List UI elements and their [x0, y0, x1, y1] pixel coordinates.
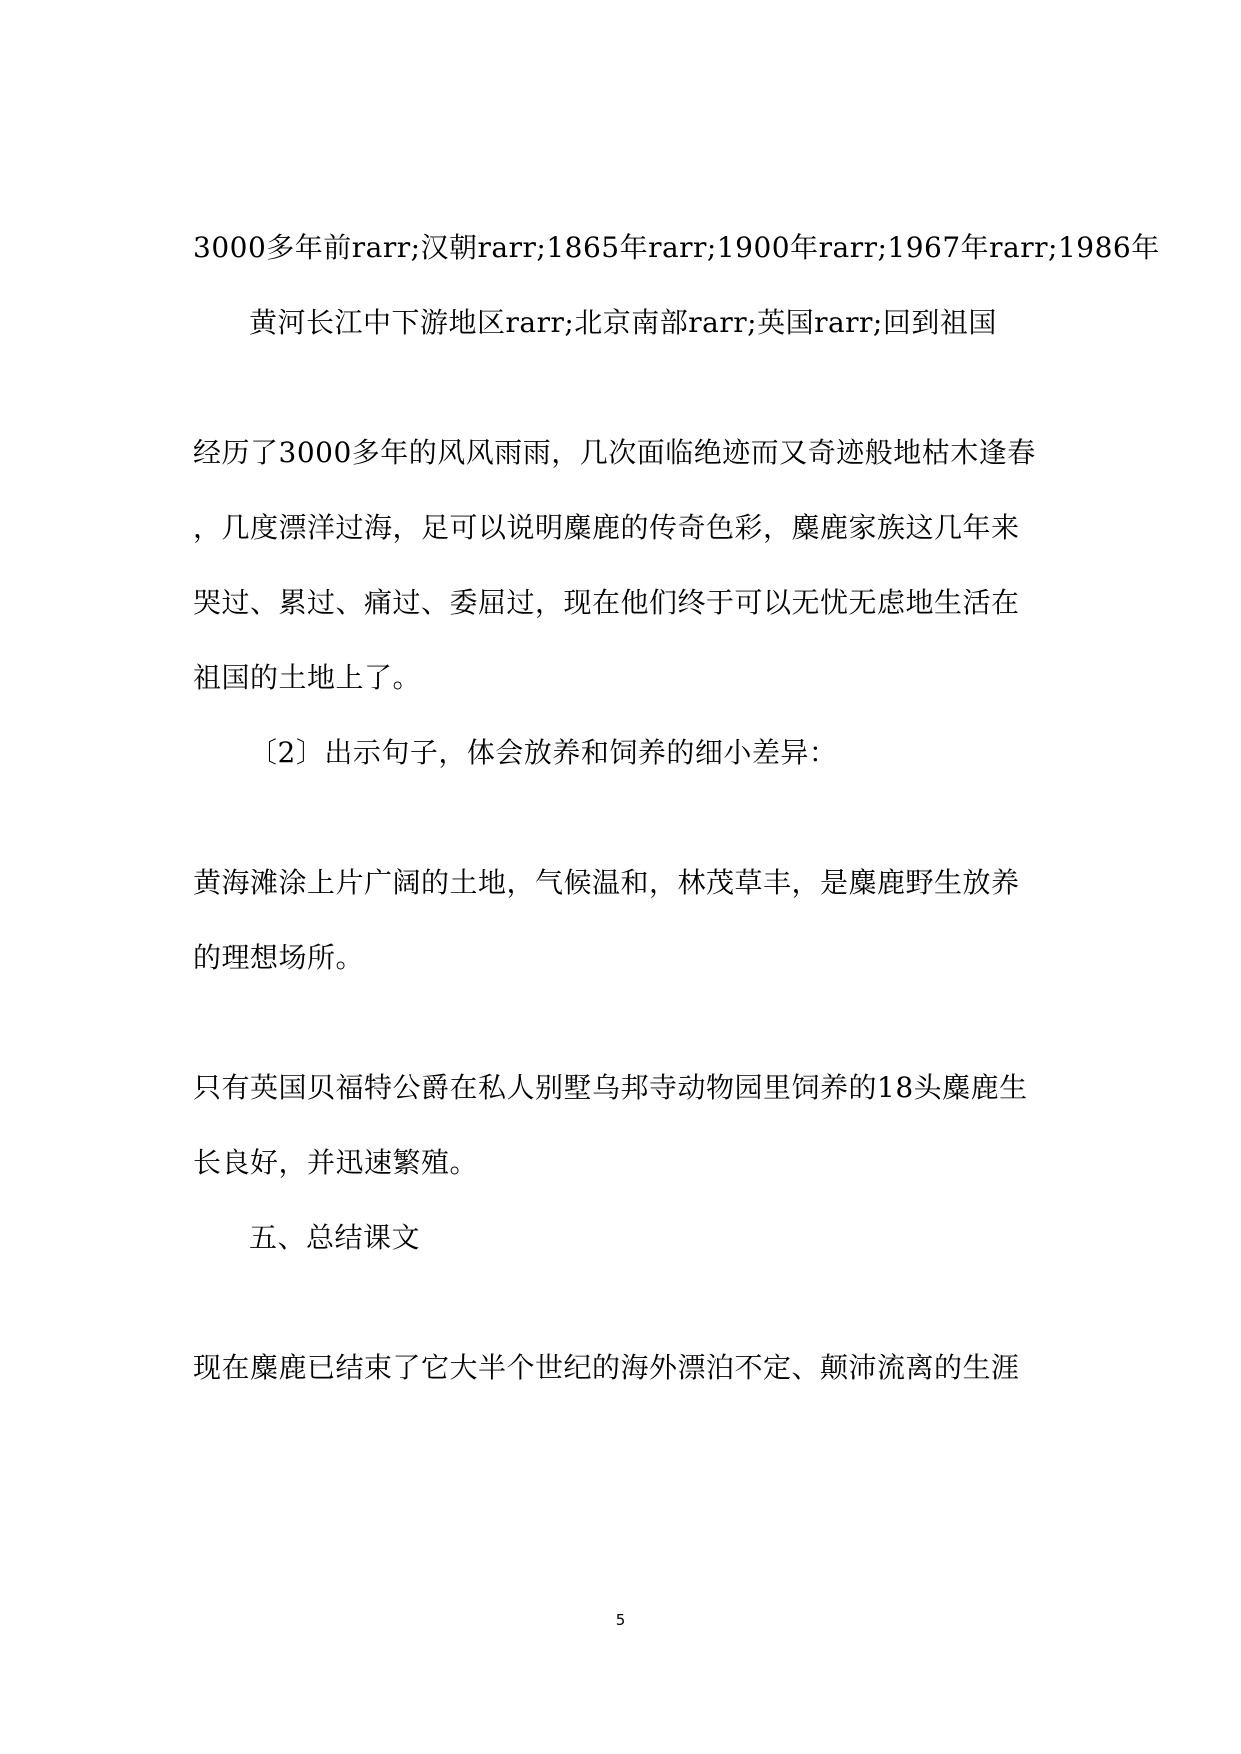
paragraph-line: 祖国的土地上了。 — [193, 661, 422, 694]
paragraph-line: ，几度漂洋过海，足可以说明麋鹿的传奇色彩，麋鹿家族这几年来 — [193, 511, 1020, 544]
paragraph-line: 现在麋鹿已结束了它大半个世纪的海外漂泊不定、颠沛流离的生涯 — [193, 1351, 1020, 1384]
paragraph-line: 哭过、累过、痛过、委屈过，现在他们终于可以无忧无虑地生活在 — [193, 586, 1020, 619]
timeline-line: 3000多年前rarr;汉朝rarr;1865年rarr;1900年rarr;1967年rarr;1986年 — [193, 231, 1160, 264]
instruction-line: 〔2〕出示句子，体会放养和饲养的细小差异： — [249, 736, 838, 769]
paragraph-line: 经历了3000多年的风风雨雨，几次面临绝迹而又奇迹般地枯木逢春 — [193, 436, 1036, 469]
quote-line: 的理想场所。 — [193, 941, 365, 974]
page-number: 5 — [615, 1611, 626, 1629]
location-line: 黄河长江中下游地区rarr;北京南部rarr;英国rarr;回到祖国 — [249, 306, 997, 339]
quote-line: 黄海滩涂上片广阔的土地，气候温和，林茂草丰，是麋鹿野生放养 — [193, 866, 1020, 899]
quote-line: 只有英国贝福特公爵在私人别墅乌邦寺动物园里饲养的18头麋鹿生 — [193, 1071, 1028, 1104]
quote-line: 长良好，并迅速繁殖。 — [193, 1146, 479, 1179]
section-heading: 五、总结课文 — [249, 1221, 421, 1254]
